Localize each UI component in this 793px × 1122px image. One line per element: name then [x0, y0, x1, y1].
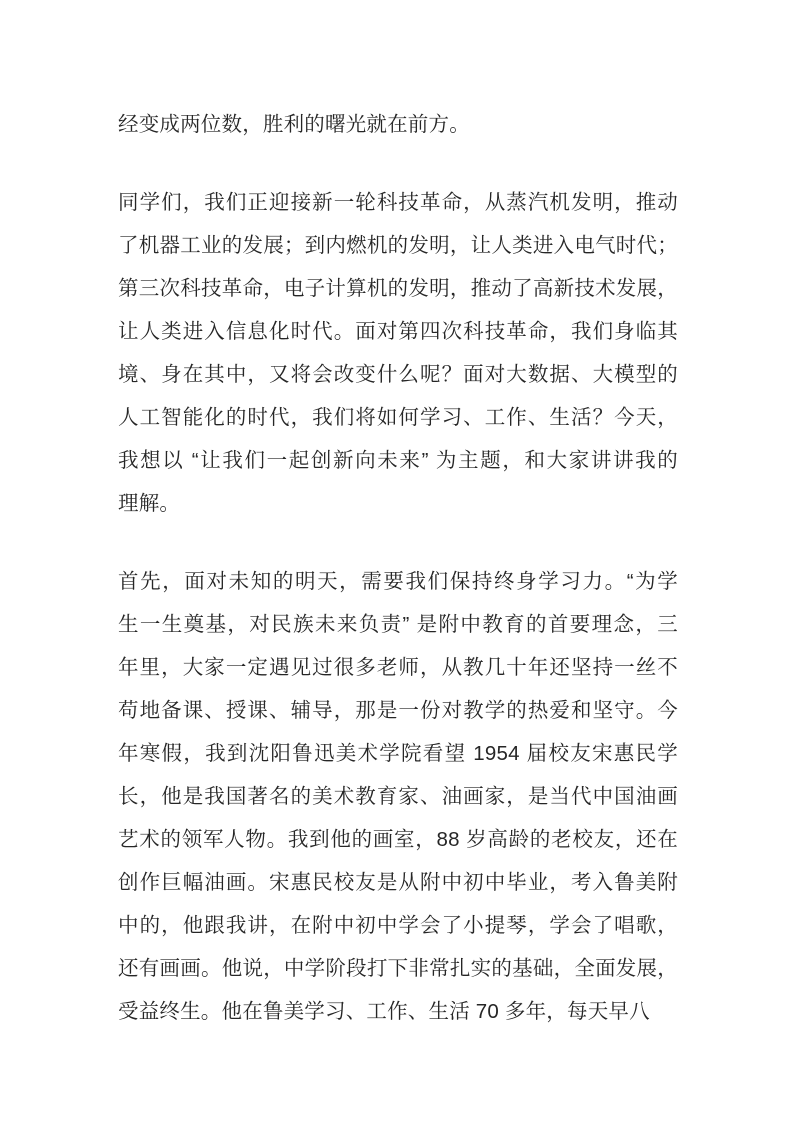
text-line: 了机器工业的发展；到内燃机的发明，让人类进入电气时代；: [118, 234, 678, 257]
text-line: 我想以 “让我们一起创新向未来” 为主题，和大家讲讲我的: [118, 449, 678, 472]
text-line: 年里，大家一定遇见过很多老师，从教几十年还坚持一丝不: [118, 656, 678, 679]
text-line: 同学们，我们正迎接新一轮科技革命，从蒸汽机发明，推动: [118, 191, 678, 214]
text-line: 让人类进入信息化时代。面对第四次科技革命，我们身临其: [118, 320, 678, 343]
text-line: 艺术的领军人物。我到他的画室，88 岁高龄的老校友，还在: [118, 828, 678, 851]
text-line: 创作巨幅油画。宋惠民校友是从附中初中毕业，考入鲁美附: [118, 871, 678, 894]
paragraph: [118, 181, 678, 525]
text-line: 第三次科技革命，电子计算机的发明，推动了高新技术发展，: [118, 277, 678, 300]
text-line: 苟地备课、授课、辅导，那是一份对教学的热爱和坚守。今: [118, 699, 678, 722]
paragraph: [118, 103, 678, 146]
text-line: 生一生奠基，对民族未来负责” 是附中教育的首要理念，三: [118, 613, 678, 636]
text-line: 还有画画。他说，中学阶段打下非常扎实的基础，全面发展，: [118, 957, 678, 980]
text-line: 境、身在其中，又将会改变什么呢？面对大数据、大模型的: [118, 363, 678, 386]
document-text-body: [118, 103, 678, 1033]
text-line: 受益终生。他在鲁美学习、工作、生活 70 多年，每天早八: [118, 1000, 650, 1023]
text-line: 理解。: [118, 492, 181, 515]
text-line: 年寒假，我到沈阳鲁迅美术学院看望 1954 届校友宋惠民学: [118, 742, 678, 765]
paragraph: [118, 560, 678, 1033]
text-line: 经变成两位数，胜利的曙光就在前方。: [118, 113, 470, 136]
text-line: 人工智能化的时代，我们将如何学习、工作、生活？今天，: [118, 406, 678, 429]
text-line: 长，他是我国著名的美术教育家、油画家，是当代中国油画: [118, 785, 678, 808]
text-line: 首先，面对未知的明天，需要我们保持终身学习力。“为学: [118, 570, 678, 593]
text-line: 中的，他跟我讲，在附中初中学会了小提琴，学会了唱歌，: [118, 914, 678, 937]
